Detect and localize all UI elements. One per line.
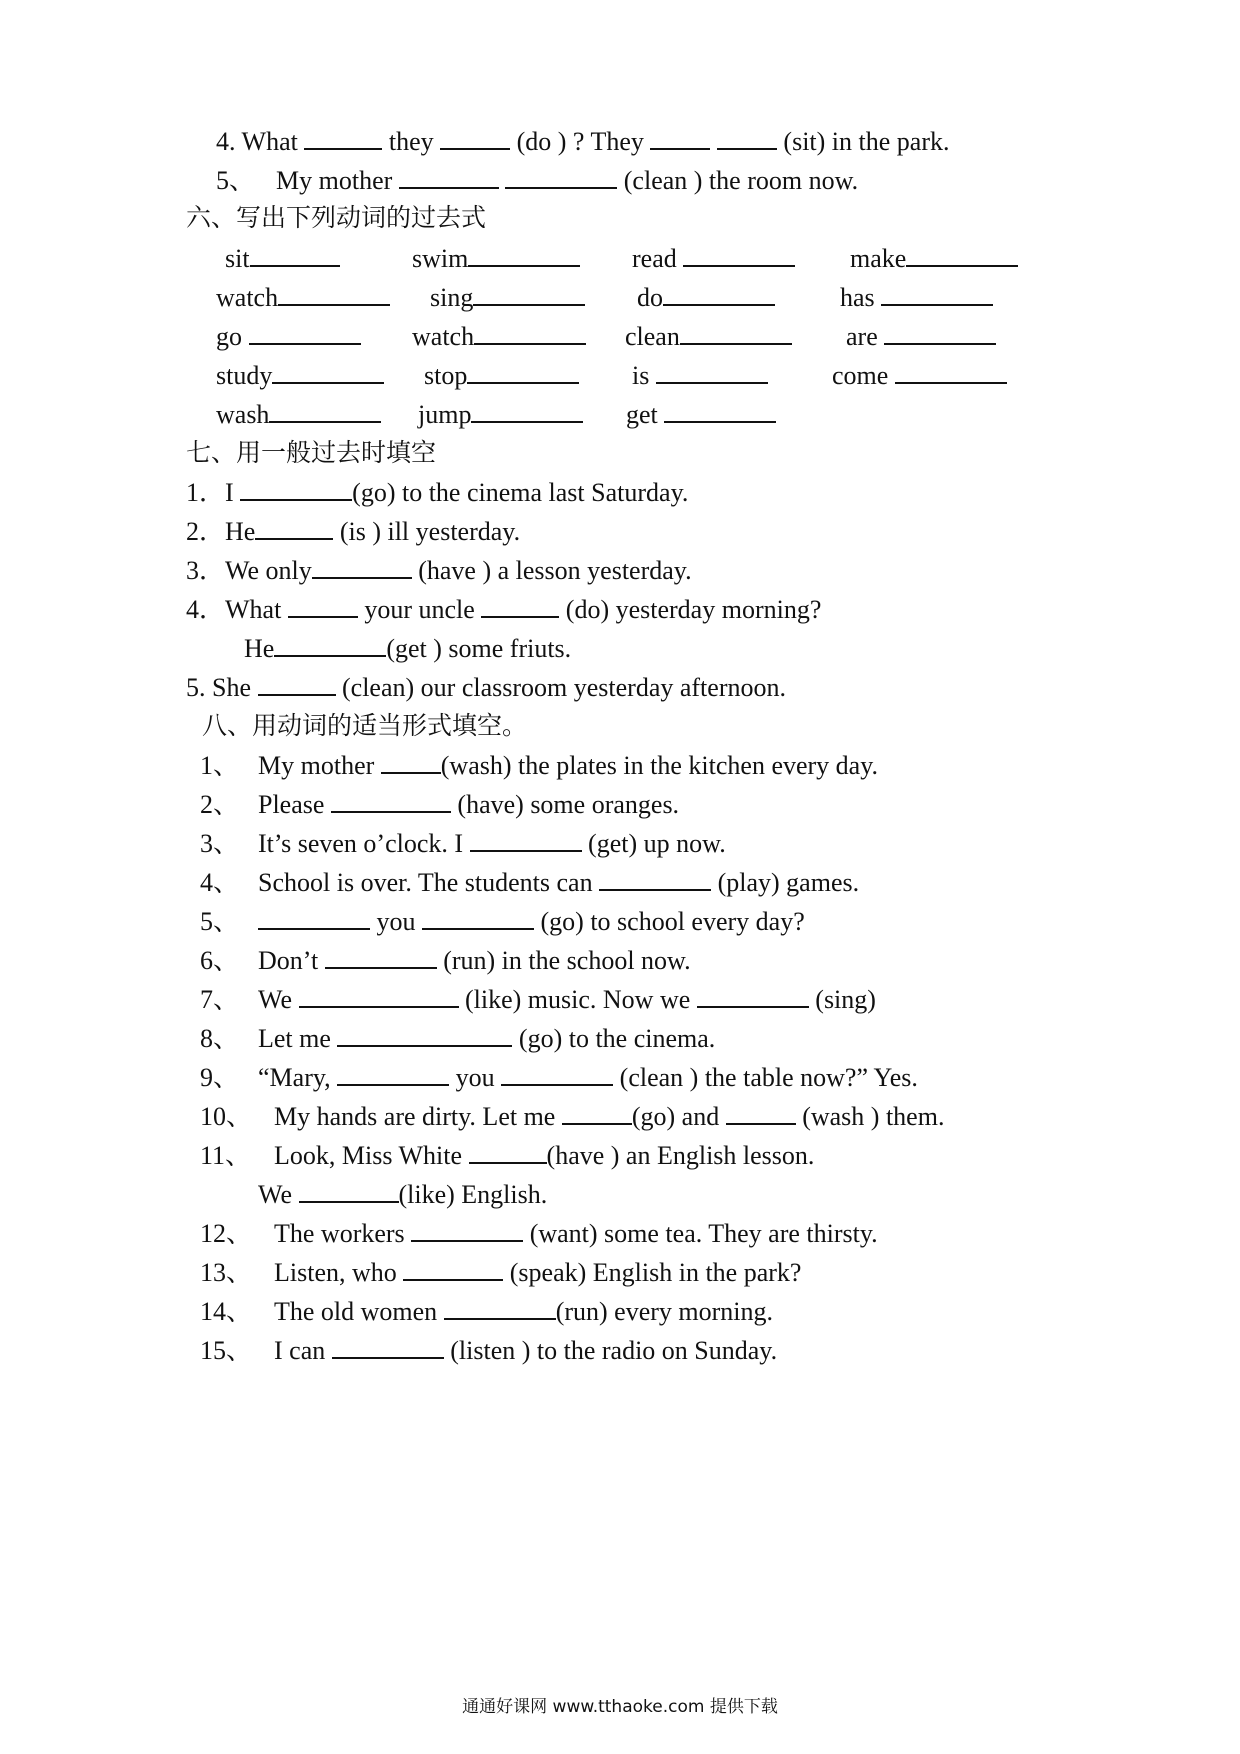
verb-item: is [632, 360, 768, 391]
q8-2: 2、 Please (have) some oranges. [200, 790, 680, 819]
answer-blank[interactable] [337, 1062, 449, 1086]
answer-blank[interactable] [299, 1179, 399, 1203]
answer-blank[interactable] [258, 672, 336, 696]
verb-item: jump [418, 399, 583, 430]
answer-blank[interactable] [717, 126, 777, 150]
q7-4: 4．What your uncle (do) yesterday morning? [186, 595, 822, 624]
answer-blank[interactable] [501, 1062, 613, 1086]
answer-blank[interactable] [680, 321, 792, 345]
section-heading: 七、用一般过去时填空 [186, 438, 437, 467]
verb-item: get [626, 399, 776, 430]
verb-item: study [216, 360, 384, 391]
answer-blank[interactable] [399, 165, 499, 189]
section-heading: 八、用动词的适当形式填空。 [202, 711, 528, 740]
answer-blank[interactable] [656, 360, 768, 384]
answer-blank[interactable] [278, 282, 390, 306]
verb-item: stop [424, 360, 579, 391]
q7-4b: He (get ) some friuts. [244, 634, 572, 663]
answer-blank[interactable] [272, 360, 384, 384]
answer-blank[interactable] [683, 243, 795, 267]
answer-blank[interactable] [332, 1335, 444, 1359]
answer-blank[interactable] [697, 984, 809, 1008]
q8-11: 11、 Look, Miss White (have ) an English lesson. [200, 1141, 815, 1170]
answer-blank[interactable] [505, 165, 617, 189]
answer-blank[interactable] [726, 1101, 796, 1125]
section-heading: 六、写出下列动词的过去式 [186, 203, 487, 232]
q8-9: 9、 “Mary, you (clean ) the table now?” Yes. [200, 1063, 918, 1092]
verb-item: read [632, 243, 795, 274]
answer-blank[interactable] [471, 399, 583, 423]
answer-blank[interactable] [470, 828, 582, 852]
answer-blank[interactable] [664, 399, 776, 423]
answer-blank[interactable] [312, 555, 412, 579]
verb-item: watch [216, 282, 390, 313]
answer-blank[interactable] [337, 1023, 512, 1047]
answer-blank[interactable] [895, 360, 1007, 384]
verb-item: sing [430, 282, 585, 313]
answer-blank[interactable] [599, 867, 711, 891]
answer-blank[interactable] [258, 906, 370, 930]
q8-6: 6、 Don’t (run) in the school now. [200, 946, 691, 975]
q8-5: 5、 you (go) to school every day? [200, 907, 805, 936]
answer-blank[interactable] [468, 243, 580, 267]
answer-blank[interactable] [650, 126, 710, 150]
answer-blank[interactable] [304, 126, 382, 150]
verb-item: come [832, 360, 1007, 391]
answer-blank[interactable] [411, 1218, 523, 1242]
q7-3: 3．We only (have ) a lesson yesterday. [186, 556, 692, 585]
q7-2: 2．He (is ) ill yesterday. [186, 517, 521, 546]
answer-blank[interactable] [250, 243, 340, 267]
q8-11b: We (like) English. [258, 1180, 548, 1209]
q8-7: 7、 We (like) music. Now we (sing) [200, 985, 876, 1014]
q8-10: 10、 My hands are dirty. Let me (go) and (wash ) them. [200, 1102, 945, 1131]
q5-4: 4. What they (do ) ? They (sit) in the park. [216, 127, 950, 156]
q8-4: 4、 School is over. The students can (play) games. [200, 868, 860, 897]
verb-item: are [846, 321, 996, 352]
answer-blank[interactable] [249, 321, 361, 345]
answer-blank[interactable] [299, 984, 459, 1008]
answer-blank[interactable] [481, 594, 559, 618]
verb-item: clean [625, 321, 792, 352]
q8-15: 15、 I can (listen ) to the radio on Sunday. [200, 1336, 778, 1365]
verb-item: watch [412, 321, 586, 352]
footer-source: 通通好课网 www.tthaoke.com 提供下载 [462, 1697, 778, 1717]
answer-blank[interactable] [444, 1296, 556, 1320]
q8-12: 12、 The workers (want) some tea. They are thirsty. [200, 1219, 878, 1248]
q7-1: 1．I (go) to the cinema last Saturday. [186, 478, 689, 507]
answer-blank[interactable] [325, 945, 437, 969]
answer-blank[interactable] [884, 321, 996, 345]
answer-blank[interactable] [473, 282, 585, 306]
q8-13: 13、 Listen, who (speak) English in the park? [200, 1258, 802, 1287]
q8-14: 14、 The old women (run) every morning. [200, 1297, 774, 1326]
answer-blank[interactable] [240, 477, 352, 501]
q5-5: 5、 My mother (clean ) the room now. [216, 166, 859, 195]
answer-blank[interactable] [381, 750, 441, 774]
verb-item: do [637, 282, 775, 313]
q8-8: 8、 Let me (go) to the cinema. [200, 1024, 716, 1053]
answer-blank[interactable] [440, 126, 510, 150]
verb-item: go [216, 321, 361, 352]
answer-blank[interactable] [331, 789, 451, 813]
answer-blank[interactable] [906, 243, 1018, 267]
verb-item: make [850, 243, 1018, 274]
answer-blank[interactable] [403, 1257, 503, 1281]
q8-3: 3、 It’s seven o’clock. I (get) up now. [200, 829, 726, 858]
answer-blank[interactable] [467, 360, 579, 384]
verb-item: sit [225, 243, 340, 274]
answer-blank[interactable] [562, 1101, 632, 1125]
verb-item: wash [216, 399, 381, 430]
answer-blank[interactable] [269, 399, 381, 423]
answer-blank[interactable] [881, 282, 993, 306]
answer-blank[interactable] [274, 633, 386, 657]
answer-blank[interactable] [663, 282, 775, 306]
answer-blank[interactable] [469, 1140, 547, 1164]
answer-blank[interactable] [474, 321, 586, 345]
answer-blank[interactable] [255, 516, 333, 540]
answer-blank[interactable] [422, 906, 534, 930]
verb-item: has [840, 282, 993, 313]
verb-item: swim [412, 243, 580, 274]
answer-blank[interactable] [288, 594, 358, 618]
q7-5: 5. She (clean) our classroom yesterday afternoon. [186, 673, 786, 702]
q8-1: 1、 My mother (wash) the plates in the kitchen every day. [200, 751, 879, 780]
